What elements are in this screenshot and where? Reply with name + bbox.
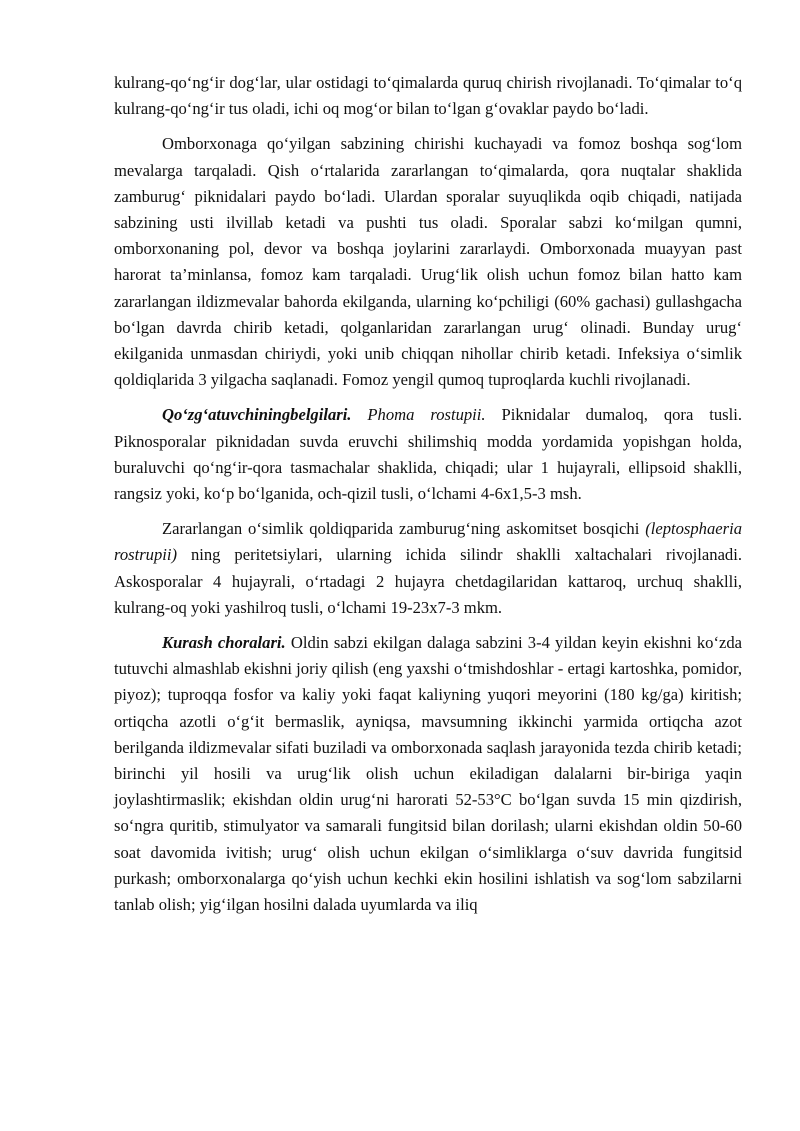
- section-heading: Kurash choralari.: [162, 633, 286, 653]
- paragraph-text: Zararlangan o‘simlik qoldiqparida zamburug‘ning askomitset bosqichi: [162, 519, 646, 539]
- document-page: [114, 70, 742, 927]
- paragraph: [114, 402, 742, 507]
- species-name: Phoma rostupii.: [367, 405, 486, 425]
- paragraph: [114, 131, 742, 393]
- paragraph-text: [351, 405, 367, 424]
- section-heading: Qo‘zg‘atuvchiningbelgilari.: [162, 405, 352, 425]
- paragraph-text: Omborxonaga qo‘yilgan sabzining chirishi kuchayadi va fomoz boshqa sog‘lom mevalarga tarqaladi. Qish o‘rtalarida zararlangan to‘qimalarda, qora nuqtalar shaklida zamburug‘ piknidalari paydo bo‘ladi. Ulardan sporalar suyuqlikda oqib chiqadi, natijada sabzining usti ilvillab ketadi va pushti tus oladi. Sporalar sabzi ko‘milgan qumni, omborxonaning pol, devor va boshqa joylarini zararlaydi. Omborxonada muayyan past harorat ta’minlansa, fomoz kam tarqaladi. Urug‘lik olish uchun fomoz bilan hatto kam zararlangan ildizmevalar bahorda ekilganda, ularning ko‘pchiligi (60% gachasi) gullashgacha bo‘lgan davrda chirib ketadi, qolganlaridan zararlangan urug‘ olinadi. Bunday urug‘ ekilganida unmasdan chiriydi, yoki unib chiqqan nihollar chirib ketadi. Infeksiya o‘simlik qoldiqlarida 3 yilgacha saqlanadi. Fomoz yengil qumoq tuproqlarda kuchli rivojlanadi.: [114, 134, 742, 390]
- paragraph: [114, 630, 742, 918]
- paragraph-text: Oldin sabzi ekilgan dalaga sabzini 3-4 yildan keyin ekishni ko‘zda tutuvchi almashlab ekishni joriy qilish (eng yaxshi o‘tmishdoshlar - ertagi kartoshka, pomidor, piyoz); tuproqqa fosfor va kaliy yoki faqat kaliyning yuqori meyorini (180 kg/ga) kiritish; ortiqcha azotli o‘g‘it bermaslik, ayniqsa, mavsumning ikkinchi yarmida ortiqcha azot berilganda ildizmevalar sifati buziladi va omborxonada saqlash jarayonida tezda chirib ketadi; birinchi yil hosili va urug‘lik olish uchun ekiladigan dalalarni bir-biriga yaqin joylashtirmaslik; ekishdan oldin urug‘ni harorati 52-53°C bo‘lgan suvda 15 min qizdirish, so‘ngra quritib, stimulyator va samarali fungitsid bilan dorilash; ularni ekishdan oldin 50-60 soat davomida ivitish; urug‘ olish uchun ekilgan o‘simliklarga o‘suv davrida fungitsid purkash; omborxonalarga qo‘yish uchun kechki ekin hosilini ishlatish va sog‘lom sabzilarni tanlab olish; yig‘ilgan hosilni dalada uyumlarda va iliq: [114, 633, 743, 915]
- paragraph: [114, 516, 742, 621]
- paragraph: [114, 70, 742, 122]
- species-name: (leptosphaeria rostrupii): [114, 519, 742, 565]
- paragraph-text: ning peritetsiylari, ularning ichida silindr shaklli xaltachalari rivojlanadi. Askosporalar 4 hujayrali, o‘rtadagi 2 hujayra chetdagilaridan kattaroq, urchuq shaklli, kulrang-oq yoki yashilroq tusli, o‘lchami 19-23x7-3 mkm.: [114, 545, 742, 617]
- paragraph-text: kulrang-qo‘ng‘ir dog‘lar, ular ostidagi to‘qimalarda quruq chirish rivojlanadi. To‘qimalar to‘q kulrang-qo‘ng‘ir tus oladi, ichi oq mog‘or bilan to‘lgan g‘ovaklar paydo bo‘ladi.: [114, 73, 742, 119]
- paragraph-text: Piknidalar dumaloq, qora tusli. Piknosporalar piknidadan suvda eruvchi shilimshiq modda yordamida yopishgan holda, buraluvchi qo‘ng‘ir-qora tasmachalar shaklida, chiqadi; ular 1 hujayrali, ellipsoid shaklli, rangsiz yoki, ko‘p bo‘lganida, och-qizil tusli, o‘lchami 4-6x1,5-3 msh.: [114, 405, 742, 504]
